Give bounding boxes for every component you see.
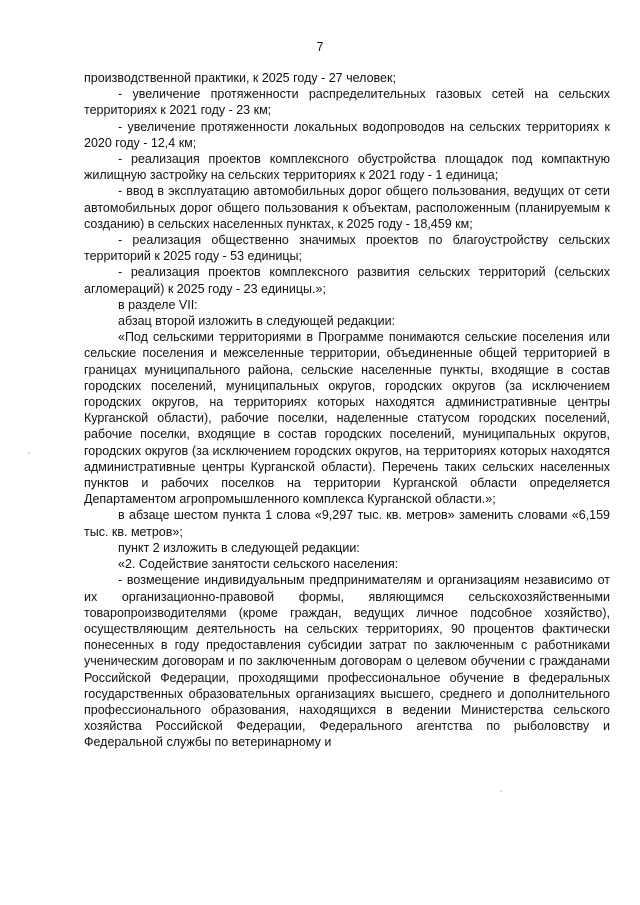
paragraph-gas-networks: - увеличение протяженности распределительных газовых сетей на сельских территориях к 2021 году - 23 км; xyxy=(84,87,610,118)
paragraph-housing-sites: - реализация проектов комплексного обустройства площадок под компактную жилищную застройку на сельских территориях к 2021 году - 1 единица; xyxy=(84,152,610,183)
paragraph-second-abzac: абзац второй изложить в следующей редакции: xyxy=(118,314,396,329)
paragraph-agglomerations: - реализация проектов комплексного развития сельских территорий (сельских агломераций) к 2025 году - 23 единицы.»; xyxy=(84,265,610,296)
paragraph-section-vii: в разделе VII: xyxy=(118,297,198,312)
paragraph-improvement-projects: - реализация общественно значимых проектов по благоустройству сельских территорий к 2025 году - 53 единицы; xyxy=(84,233,610,264)
paragraph-roads: - ввод в эксплуатацию автомобильных дорог общего пользования, ведущих от сети автомобильных дорог общего пользования к объектам, расположенным (планируемым к созданию) в сельских населенных пунктах, к 2025 году - 18,459 км; xyxy=(84,184,610,231)
paragraph-water-pipelines: - увеличение протяженности локальных водопроводов на сельских территориях к 2020 году - 12,4 км; xyxy=(84,119,610,150)
paragraph-employment-heading: «2. Содействие занятости сельского населения: xyxy=(118,557,399,572)
paragraph-rural-definition: «Под сельскими территориями в Программе понимаются сельские поселения или сельские поселения и межселенные территории, объединенные общей территорией в границах муниципального района, сельские населенные пункты, входящие в состав городских поселений, муниципальных округов, городских округов (за исключением городских округов, на территориях которых находятся административные центры Курганской области), рабочие поселки, наделенные статусом городских поселений, рабочие поселки, входящие в состав городских поселений, муниципальных округов, городских округов (за исключением городских округов, на территориях которых находятся административные центры Курганской области). Перечень таких сельских населенных пунктов и рабочих поселков на территории Курганской области определяется Департаментом агропромышленного комплекса Курганской области.»; xyxy=(84,330,610,507)
scan-speck xyxy=(500,790,502,792)
scan-speck xyxy=(28,452,30,454)
paragraph-point-2-intro: пункт 2 изложить в следующей редакции: xyxy=(118,540,360,555)
document-body xyxy=(84,70,610,751)
page-number: 7 xyxy=(316,40,324,54)
paragraph-sixth-abzac: в абзаце шестом пункта 1 слова «9,297 тыс. кв. метров» заменить словами «6,159 тыс. кв. метров»; xyxy=(84,508,610,539)
paragraph-practice-continuation: производственной практики, к 2025 году - 27 человек; xyxy=(84,71,396,85)
paragraph-reimbursement: - возмещение индивидуальным предпринимателям и организациям независимо от их организационно-правовой формы, являющимся сельскохозяйственными товаропроизводителями (кроме граждан, ведущих личное подсобное хозяйство), осуществляющим деятельность на сельских территориях, 90 процентов фактически понесенных в году предоставления субсидии затрат по заключенным с работниками ученическим договорам и по заключенным договорам о целевом обучении с гражданами Российской Федерации, проходящими профессиональное обучение в федеральных государственных образовательных организациях высшего, среднего и дополнительного профессионального образования, находящихся в ведении Министерства сельского хозяйства Российской Федерации, Федерального агентства по рыболовству и Федеральной службы по ветеринарному и xyxy=(84,573,610,750)
